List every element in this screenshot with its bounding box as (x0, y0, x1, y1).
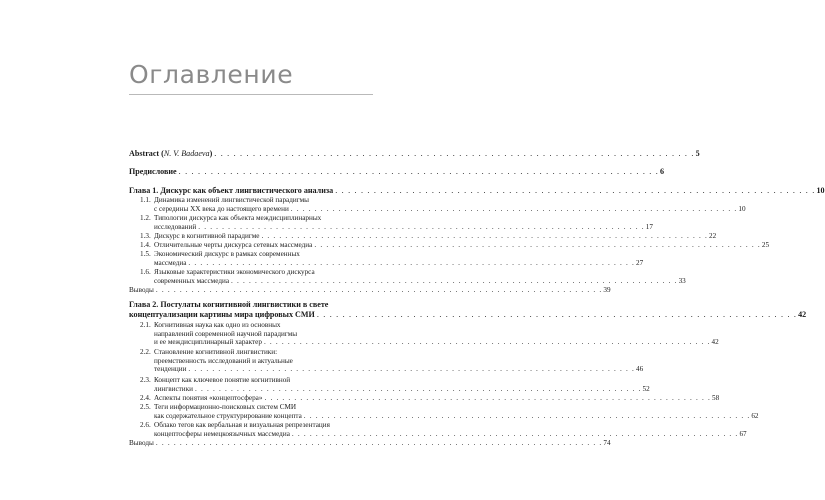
toc-entry[interactable] (140, 348, 644, 374)
toc-entry-number: 2.4. (140, 394, 151, 402)
toc-entry-title (129, 300, 807, 319)
toc-entry[interactable] (129, 186, 825, 196)
leader-dots: . . . . . . . . . . . . . . . . . . . . . . . . . . . . . . . . . . . . . . . . . . . . . . . . . . . . . . . . . . . . . . . . . . . . . . . . . . . (214, 149, 695, 158)
author-name: N. V. Badaeva (163, 149, 210, 158)
toc-page-number: 42 (711, 338, 719, 347)
toc-entry[interactable] (129, 300, 807, 319)
toc-entry[interactable] (129, 439, 611, 448)
toc-page-number: 10 (738, 204, 746, 213)
toc-entry[interactable] (140, 268, 686, 285)
leader-dots: . . . . . . . . . . . . . . . . . . . . . . . . . . . . . . . . . . . . . . . . . . . . . . . . . . . . . . . . . . . . . . . . . . . . . . . . . . . (316, 309, 798, 319)
page-title: Оглавление (129, 60, 294, 89)
toc-entry-line: Экономический дискурс в рамках современных (154, 250, 300, 258)
toc-page-number: 17 (645, 222, 653, 231)
toc-entry-line: современных массмедиа (154, 276, 230, 285)
toc-page-number: 39 (603, 286, 611, 294)
toc-entry-line: тенденции (154, 365, 187, 374)
leader-dots: . . . . . . . . . . . . . . . . . . . . . . . . . . . . . . . . . . . . . . . . . . . . . . . . . . . . . . . . . . . . . . . . . . . . . . . . . . . (335, 186, 816, 195)
leader-dots: . . . . . . . . . . . . . . . . . . . . . . . . . . . . . . . . . . . . . . . . . . . . . . . . . . . . . . . . . . . . . . . . . . . . . . . . . . . (188, 258, 635, 267)
leader-dots: . . . . . . . . . . . . . . . . . . . . . . . . . . . . . . . . . . . . . . . . . . . . . . . . . . . . . . . . . . . . . . . . . . . . . . . . . . . (291, 429, 739, 438)
toc-page-number: 62 (751, 411, 759, 420)
toc-entry[interactable] (140, 250, 644, 267)
toc-entry-line: концептосферы немецкоязычных массмедиа (154, 429, 290, 438)
leader-dots: . . . . . . . . . . . . . . . . . . . . . . . . . . . . . . . . . . . . . . . . . . . . . . . . . . . . . . . . . . . . . . . . . . . . . . . . . . . (194, 384, 642, 393)
toc-page-number: 25 (761, 241, 770, 249)
toc-entry-line: Отличительные черты дискурса сетевых массмедиа (154, 241, 313, 249)
toc-entry-title (129, 439, 611, 448)
leader-dots: . . . . . . . . . . . . . . . . . . . . . . . . . . . . . . . . . . . . . . . . . . . . . . . . . . . . . . . . . . . . . . . . . . . . . . . . . . . (198, 222, 645, 231)
toc-entry[interactable] (140, 232, 717, 241)
toc-entry-line: Становление когнитивной лингвистики: (154, 348, 278, 356)
toc-entry-title (154, 250, 644, 267)
leader-dots: . . . . . . . . . . . . . . . . . . . . . . . . . . . . . . . . . . . . . . . . . . . . . . . . . . . . . . . . . . . . . . . . . . . . . . . . . . . (263, 338, 711, 347)
toc-entry-title (154, 348, 644, 374)
leader-dots: . . . . . . . . . . . . . . . . . . . . . . . . . . . . . . . . . . . . . . . . . . . . . . . . . . . . . . . . . . . . . . . . . . . . . . . . . . . (261, 232, 708, 240)
leader-dots: . . . . . . . . . . . . . . . . . . . . . . . . . . . . . . . . . . . . . . . . . . . . . . . . . . . . . . . . . . . . . . . . . . . . . . . . . . . (178, 167, 659, 176)
toc-entry-line: Глава 1. Дискурс как объект лингвистического анализа (129, 186, 334, 195)
toc-entry-title (129, 149, 700, 159)
toc-entry-line: Аспекты понятия «концептосфера» (154, 394, 263, 402)
toc-entry-title (154, 268, 686, 285)
toc-entry-title (129, 167, 664, 177)
toc-entry-title (154, 214, 653, 231)
toc-entry[interactable] (129, 167, 664, 177)
toc-page-number: 74 (603, 439, 611, 447)
leader-dots: . . . . . . . . . . . . . . . . . . . . . . . . . . . . . . . . . . . . . . . . . . . . . . . . . . . . . . . . . . . . . . . . . . . . . . . . . . . (188, 365, 635, 374)
leader-dots: . . . . . . . . . . . . . . . . . . . . . . . . . . . . . . . . . . . . . . . . . . . . . . . . . . . . . . . . . . . . . . . . . . . . . . . . . . . (155, 286, 603, 294)
toc-page-number: 6 (659, 167, 664, 176)
toc-page-number: 52 (642, 384, 650, 393)
toc-entry-line: Предисловие (129, 167, 177, 176)
toc-entry-line: концептуализации картины мира цифровых СМИ (129, 309, 315, 319)
toc-entry-line: Выводы (129, 286, 154, 294)
toc-page-number: 67 (739, 429, 747, 438)
toc-entry-line: Теги информационно-поисковых систем СМИ (154, 403, 297, 411)
toc-entry-number: 1.2. (140, 214, 151, 222)
toc-entry-line: Динамика изменений лингвистической парадигмы (154, 196, 309, 204)
toc-entry-line: Abstract (N. V. Badaeva) (129, 149, 213, 158)
toc-page-number: 22 (708, 232, 717, 240)
toc-entry-number: 1.3. (140, 232, 151, 240)
toc-entry-line: Языковые характеристики экономического дискурса (154, 268, 315, 276)
toc-entry-line: Типологии дискурса как объекта междисциплинарных (154, 214, 322, 222)
toc-entry[interactable] (129, 286, 611, 295)
toc-entry-line: Облако тегов как вербальная и визуальная репрезентация (154, 421, 330, 429)
toc-entry-number: 1.5. (140, 250, 151, 258)
toc-entry-line: как содержательное структурирование концепта (154, 411, 302, 420)
toc-entry-line: исследований (154, 222, 197, 231)
toc-entry[interactable] (140, 394, 720, 403)
toc-entry-title (129, 186, 825, 196)
toc-page-number: 46 (635, 365, 644, 374)
leader-dots: . . . . . . . . . . . . . . . . . . . . . . . . . . . . . . . . . . . . . . . . . . . . . . . . . . . . . . . . . . . . . . . . . . . . . . . . . . . (155, 439, 603, 447)
toc-entry-line: Концепт как ключевое понятие когнитивной (154, 376, 291, 384)
leader-dots: . . . . . . . . . . . . . . . . . . . . . . . . . . . . . . . . . . . . . . . . . . . . . . . . . . . . . . . . . . . . . . . . . . . . . . . . . . . (303, 411, 751, 420)
leader-dots: . . . . . . . . . . . . . . . . . . . . . . . . . . . . . . . . . . . . . . . . . . . . . . . . . . . . . . . . . . . . . . . . . . . . . . . . . . . (264, 394, 711, 402)
toc-entry-title (154, 321, 719, 347)
toc-entry-number: 1.4. (140, 241, 151, 249)
toc-page-number: 5 (695, 149, 700, 158)
toc-entry-number: 2.3. (140, 376, 151, 384)
toc-entry-title (154, 421, 747, 438)
toc-entry-title (154, 376, 650, 393)
toc-entry-title (154, 232, 717, 241)
toc-page-number: 33 (678, 276, 686, 285)
toc-entry-title (154, 241, 770, 250)
toc-entry-line: Дискурс в когнитивной парадигме (154, 232, 260, 240)
leader-dots: . . . . . . . . . . . . . . . . . . . . . . . . . . . . . . . . . . . . . . . . . . . . . . . . . . . . . . . . . . . . . . . . . . . . . . . . . . . (231, 276, 678, 285)
leader-dots: . . . . . . . . . . . . . . . . . . . . . . . . . . . . . . . . . . . . . . . . . . . . . . . . . . . . . . . . . . . . . . . . . . . . . . . . . . . (290, 204, 738, 213)
toc-page-number: 10 (816, 186, 825, 195)
toc-entry-number: 2.2. (140, 348, 151, 356)
toc-entry-line: Выводы (129, 439, 154, 447)
toc-entry[interactable] (129, 149, 700, 159)
toc-entry-number: 1.6. (140, 268, 151, 276)
toc-entry-line: Когнитивная наука как одно из основных (154, 321, 281, 329)
toc-entry-line: массмедиа (154, 258, 187, 267)
toc-entry-number: 1.1. (140, 196, 151, 204)
toc-entry-number: 2.5. (140, 403, 151, 411)
toc-entry[interactable] (140, 241, 770, 250)
toc-entry-title (129, 286, 611, 295)
toc-entry-number: 2.1. (140, 321, 151, 329)
toc-page-number: 27 (635, 258, 644, 267)
toc-entry-title (154, 403, 759, 420)
toc-entry-line: направлений современной научной парадигмы (154, 329, 298, 338)
toc-entry-number: 2.6. (140, 421, 151, 429)
toc-entry[interactable] (140, 321, 719, 347)
toc-entry[interactable] (140, 403, 759, 420)
toc-entry[interactable] (140, 214, 653, 231)
toc-entry-line: и ее междисциплинарный характер (154, 338, 262, 347)
toc-entry-line: преемственность исследований и актуальные (154, 356, 293, 365)
toc-entry[interactable] (140, 376, 650, 393)
leader-dots: . . . . . . . . . . . . . . . . . . . . . . . . . . . . . . . . . . . . . . . . . . . . . . . . . . . . . . . . . . . . . . . . . . . . . . . . . . . (314, 241, 761, 249)
toc-page-number: 42 (798, 309, 807, 319)
toc-entry-line: с середины XX века до настоящего времени (154, 204, 289, 213)
toc-entry[interactable] (140, 421, 747, 438)
toc-entry-line: лингвистики (154, 384, 193, 393)
toc-page-number: 58 (712, 394, 720, 402)
toc-entry[interactable] (140, 196, 746, 213)
toc-entry-title (154, 394, 720, 403)
toc-entry-title (154, 196, 746, 213)
toc-entry-line: Глава 2. Постулаты когнитивной лингвистики в свете (129, 300, 329, 309)
